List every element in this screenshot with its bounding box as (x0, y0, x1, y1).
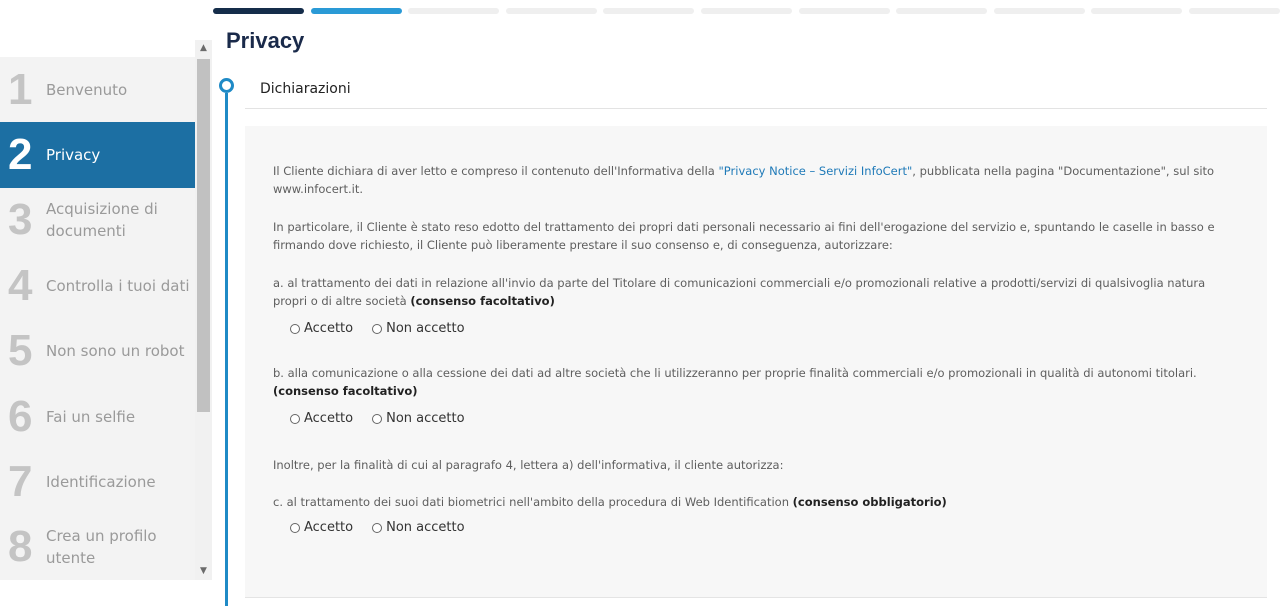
consent-b-text: b. alla comunicazione o alla cessione dei dati ad altre società che li utilizzeranno per proprie finalità commerciali e/o promozionali in qualità di autonomi titolari. (273, 366, 1197, 380)
step-label: Benvenuto (46, 80, 128, 99)
radio-icon[interactable] (290, 414, 300, 424)
privacy-notice-link[interactable]: "Privacy Notice – Servizi InfoCert" (718, 164, 913, 178)
progress-segment (603, 8, 694, 14)
declarations-panel (245, 126, 1267, 598)
consent-a-paragraph (273, 274, 1223, 310)
progress-segment (896, 8, 987, 14)
step-label: Acquisizione di documenti (46, 200, 158, 241)
progress-segment (1189, 8, 1280, 14)
radio-icon[interactable] (372, 324, 382, 334)
progress-segment (311, 8, 402, 14)
inoltre-paragraph: Inoltre, per la finalità di cui al paragrafo 4, lettera a) dell'informativa, il cliente autorizza: (273, 458, 784, 472)
timeline-line (225, 93, 228, 606)
step-label: Identificazione (46, 473, 156, 492)
step-crea-profilo-utente[interactable] (0, 515, 195, 580)
radio-icon[interactable] (290, 523, 300, 533)
step-fai-un-selfie[interactable] (0, 384, 195, 449)
radio-icon[interactable] (372, 414, 382, 424)
radio-label: Non accetto (386, 321, 465, 336)
consent-c-text: c. al trattamento dei suoi dati biometrici nell'ambito della procedura di Web Identification (273, 495, 793, 509)
radio-label: Non accetto (386, 520, 465, 535)
intro-text-end: , pubblicata nella pagina "Documentazione", sul sito www.infocert.it. (273, 164, 1215, 196)
progress-segment (408, 8, 499, 14)
consent-b-reject-radio[interactable] (372, 411, 464, 426)
scroll-down-icon[interactable]: ▼ (200, 566, 207, 576)
scrollbar-thumb[interactable] (197, 59, 210, 412)
intro-text: Il Cliente dichiara di aver letto e compreso il contenuto dell'Informativa della (273, 164, 719, 178)
radio-label: Non accetto (386, 411, 465, 426)
progress-segment (1091, 8, 1182, 14)
progress-segment (506, 8, 597, 14)
radio-label: Accetto (304, 321, 354, 336)
step-number: 7 (8, 457, 33, 507)
consent-c-options (290, 520, 484, 535)
progress-bar (213, 8, 1280, 14)
consent-c-reject-radio[interactable] (372, 520, 464, 535)
progress-segment (799, 8, 890, 14)
progress-segment (701, 8, 792, 14)
step-number: 5 (8, 326, 33, 376)
step-number: 1 (8, 64, 33, 114)
particular-paragraph: In particolare, il Cliente è stato reso edotto del trattamento dei propri dati personali necessario ai fini dell'erogazione del servizio e, spuntando le caselle in basso e firmando dove richiesto, il Cliente può liberamente prestare il suo consenso e, di conseguenza, autorizzare: (273, 220, 1215, 252)
step-label: Fai un selfie (46, 407, 136, 426)
step-benvenuto[interactable] (0, 57, 195, 122)
radio-label: Accetto (304, 411, 354, 426)
step-number: 2 (8, 130, 33, 180)
step-identificazione[interactable] (0, 449, 195, 514)
consent-a-reject-radio[interactable] (372, 321, 464, 336)
consent-a-label: (consenso facoltativo) (410, 294, 555, 308)
step-label: Crea un profilo utente (46, 527, 157, 568)
step-label: Privacy (46, 146, 101, 165)
consent-b-paragraph (273, 364, 1223, 400)
consent-c-label: (consenso obbligatorio) (792, 495, 947, 509)
step-label: Non sono un robot (46, 342, 185, 361)
step-number: 6 (8, 391, 33, 441)
sidebar-scrollbar[interactable] (195, 40, 212, 580)
consent-c-accept-radio[interactable] (290, 520, 353, 535)
step-controlla-dati[interactable] (0, 253, 195, 318)
section-divider (245, 108, 1267, 109)
consent-b-options (290, 411, 484, 426)
radio-icon[interactable] (290, 324, 300, 334)
radio-icon[interactable] (372, 523, 382, 533)
step-number: 4 (8, 260, 33, 310)
step-number: 8 (8, 522, 33, 572)
timeline-node-icon (219, 78, 234, 93)
step-non-sono-un-robot[interactable] (0, 319, 195, 384)
radio-label: Accetto (304, 520, 354, 535)
consent-b-label: (consenso facoltativo) (273, 384, 418, 398)
page-title: Privacy (226, 28, 305, 53)
step-number: 3 (8, 195, 33, 245)
step-acquisizione-documenti[interactable] (0, 188, 195, 253)
consent-c-paragraph (273, 493, 1223, 511)
step-privacy[interactable] (0, 122, 195, 187)
step-label: Controlla i tuoi dati (46, 276, 190, 295)
steps-sidebar (0, 57, 195, 580)
consent-b-accept-radio[interactable] (290, 411, 353, 426)
intro-paragraph (273, 162, 1223, 198)
consent-a-accept-radio[interactable] (290, 321, 353, 336)
progress-segment (213, 8, 304, 14)
consent-a-text: a. al trattamento dei dati in relazione all'invio da parte del Titolare di comunicazioni commerciali e/o promozionali relative a prodotti/servizi di qualsivoglia natura propri o di altre società (273, 276, 1206, 308)
scroll-up-icon[interactable]: ▲ (200, 43, 207, 53)
progress-segment (994, 8, 1085, 14)
section-title: Dichiarazioni (260, 81, 351, 97)
consent-a-options (290, 321, 484, 336)
